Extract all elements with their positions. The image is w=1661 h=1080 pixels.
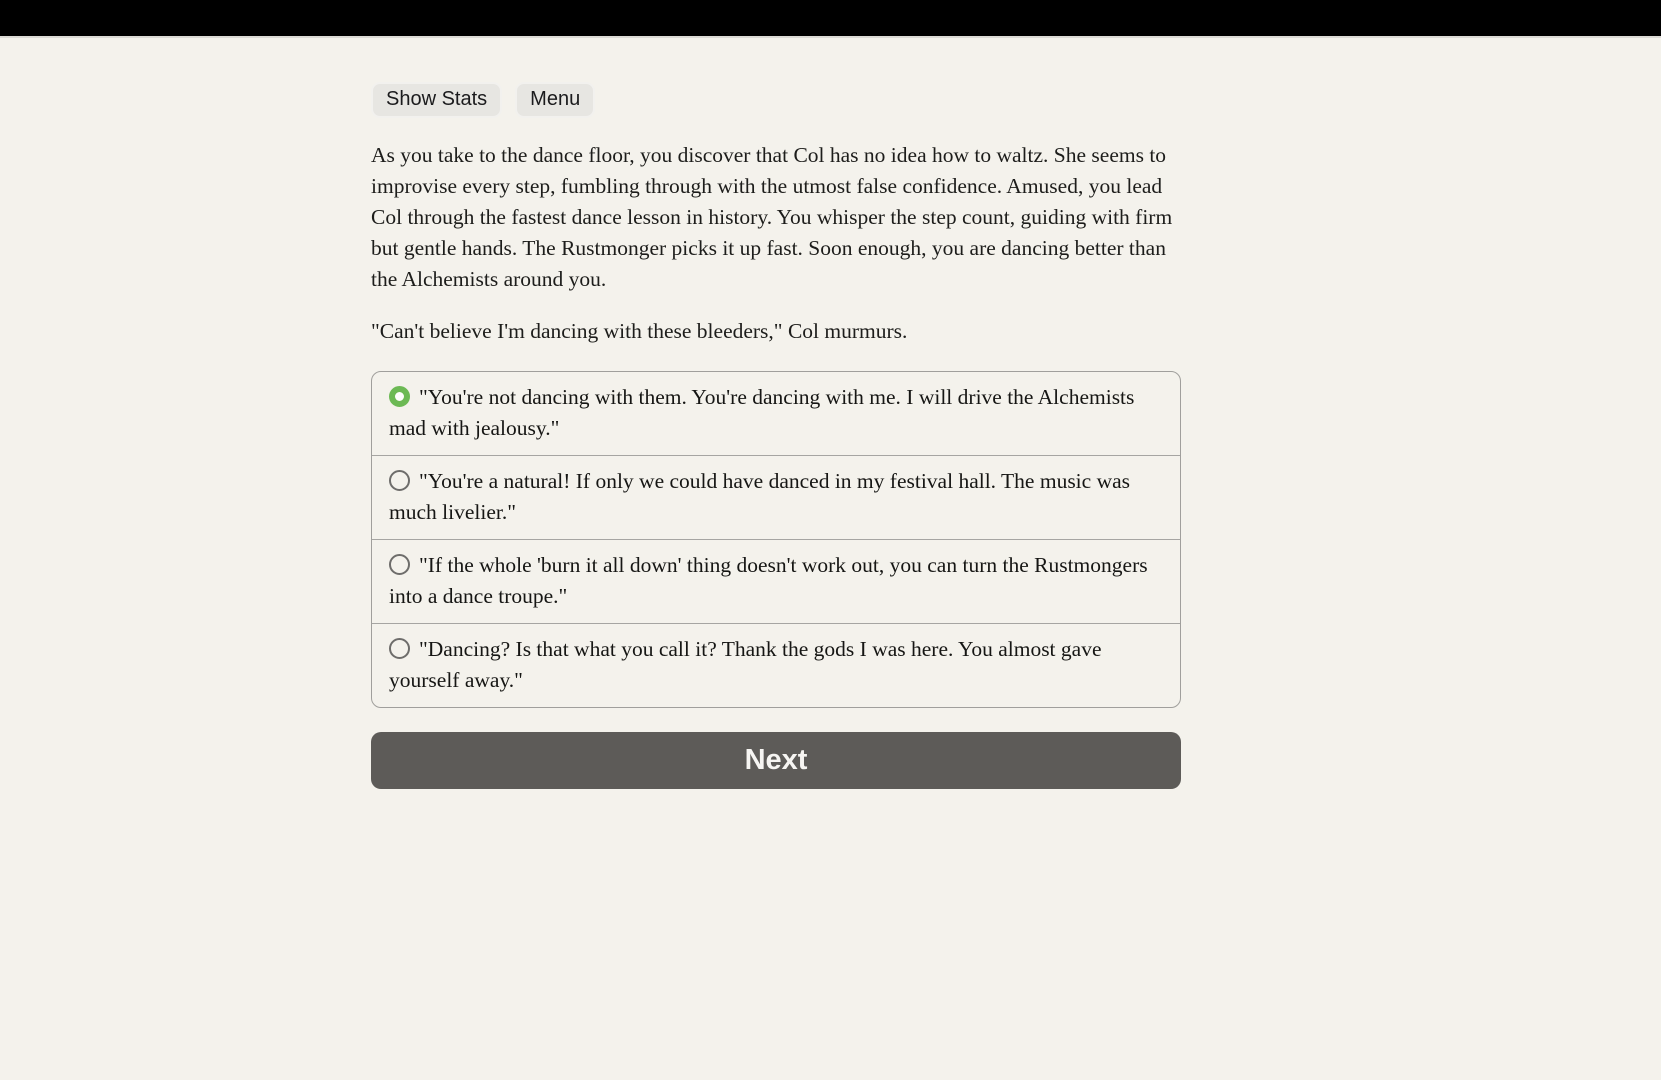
choice-option-3[interactable] bbox=[372, 539, 1180, 623]
radio-button-icon[interactable] bbox=[389, 386, 410, 407]
radio-button-icon[interactable] bbox=[389, 470, 410, 491]
choice-option-4[interactable] bbox=[372, 623, 1180, 707]
show-stats-button[interactable]: Show Stats bbox=[371, 82, 502, 118]
toolbar bbox=[371, 82, 1181, 118]
story-paragraph-2: "Can't believe I'm dancing with these bleeders," Col murmurs. bbox=[371, 319, 908, 343]
radio-button-icon[interactable] bbox=[389, 554, 410, 575]
choice-option-1[interactable] bbox=[372, 372, 1180, 455]
story-page bbox=[371, 82, 1181, 789]
choice-option-2[interactable] bbox=[372, 455, 1180, 539]
choice-list bbox=[371, 371, 1181, 708]
radio-button-icon[interactable] bbox=[389, 638, 410, 659]
choice-label: "Dancing? Is that what you call it? Thank the gods I was here. You almost gave yourself away." bbox=[389, 637, 1102, 692]
menu-button[interactable]: Menu bbox=[515, 82, 595, 118]
choice-label: "You're not dancing with them. You're dancing with me. I will drive the Alchemists mad with jealousy." bbox=[389, 385, 1135, 440]
top-bar bbox=[0, 0, 1661, 38]
choice-label: "You're a natural! If only we could have danced in my festival hall. The music was much livelier." bbox=[389, 469, 1131, 524]
choice-label: "If the whole 'burn it all down' thing doesn't work out, you can turn the Rustmongers into a dance troupe." bbox=[389, 553, 1148, 608]
story-paragraph-1: As you take to the dance floor, you discover that Col has no idea how to waltz. She seems to improvise every step, fumbling through with the utmost false confidence. Amused, you lead Col through the fastest dance lesson in history. You whisper the step count, guiding with firm but gentle hands. The Rustmonger picks it up fast. Soon enough, you are dancing better than the Alchemists around you. bbox=[371, 143, 1173, 291]
next-button[interactable]: Next bbox=[371, 732, 1181, 789]
